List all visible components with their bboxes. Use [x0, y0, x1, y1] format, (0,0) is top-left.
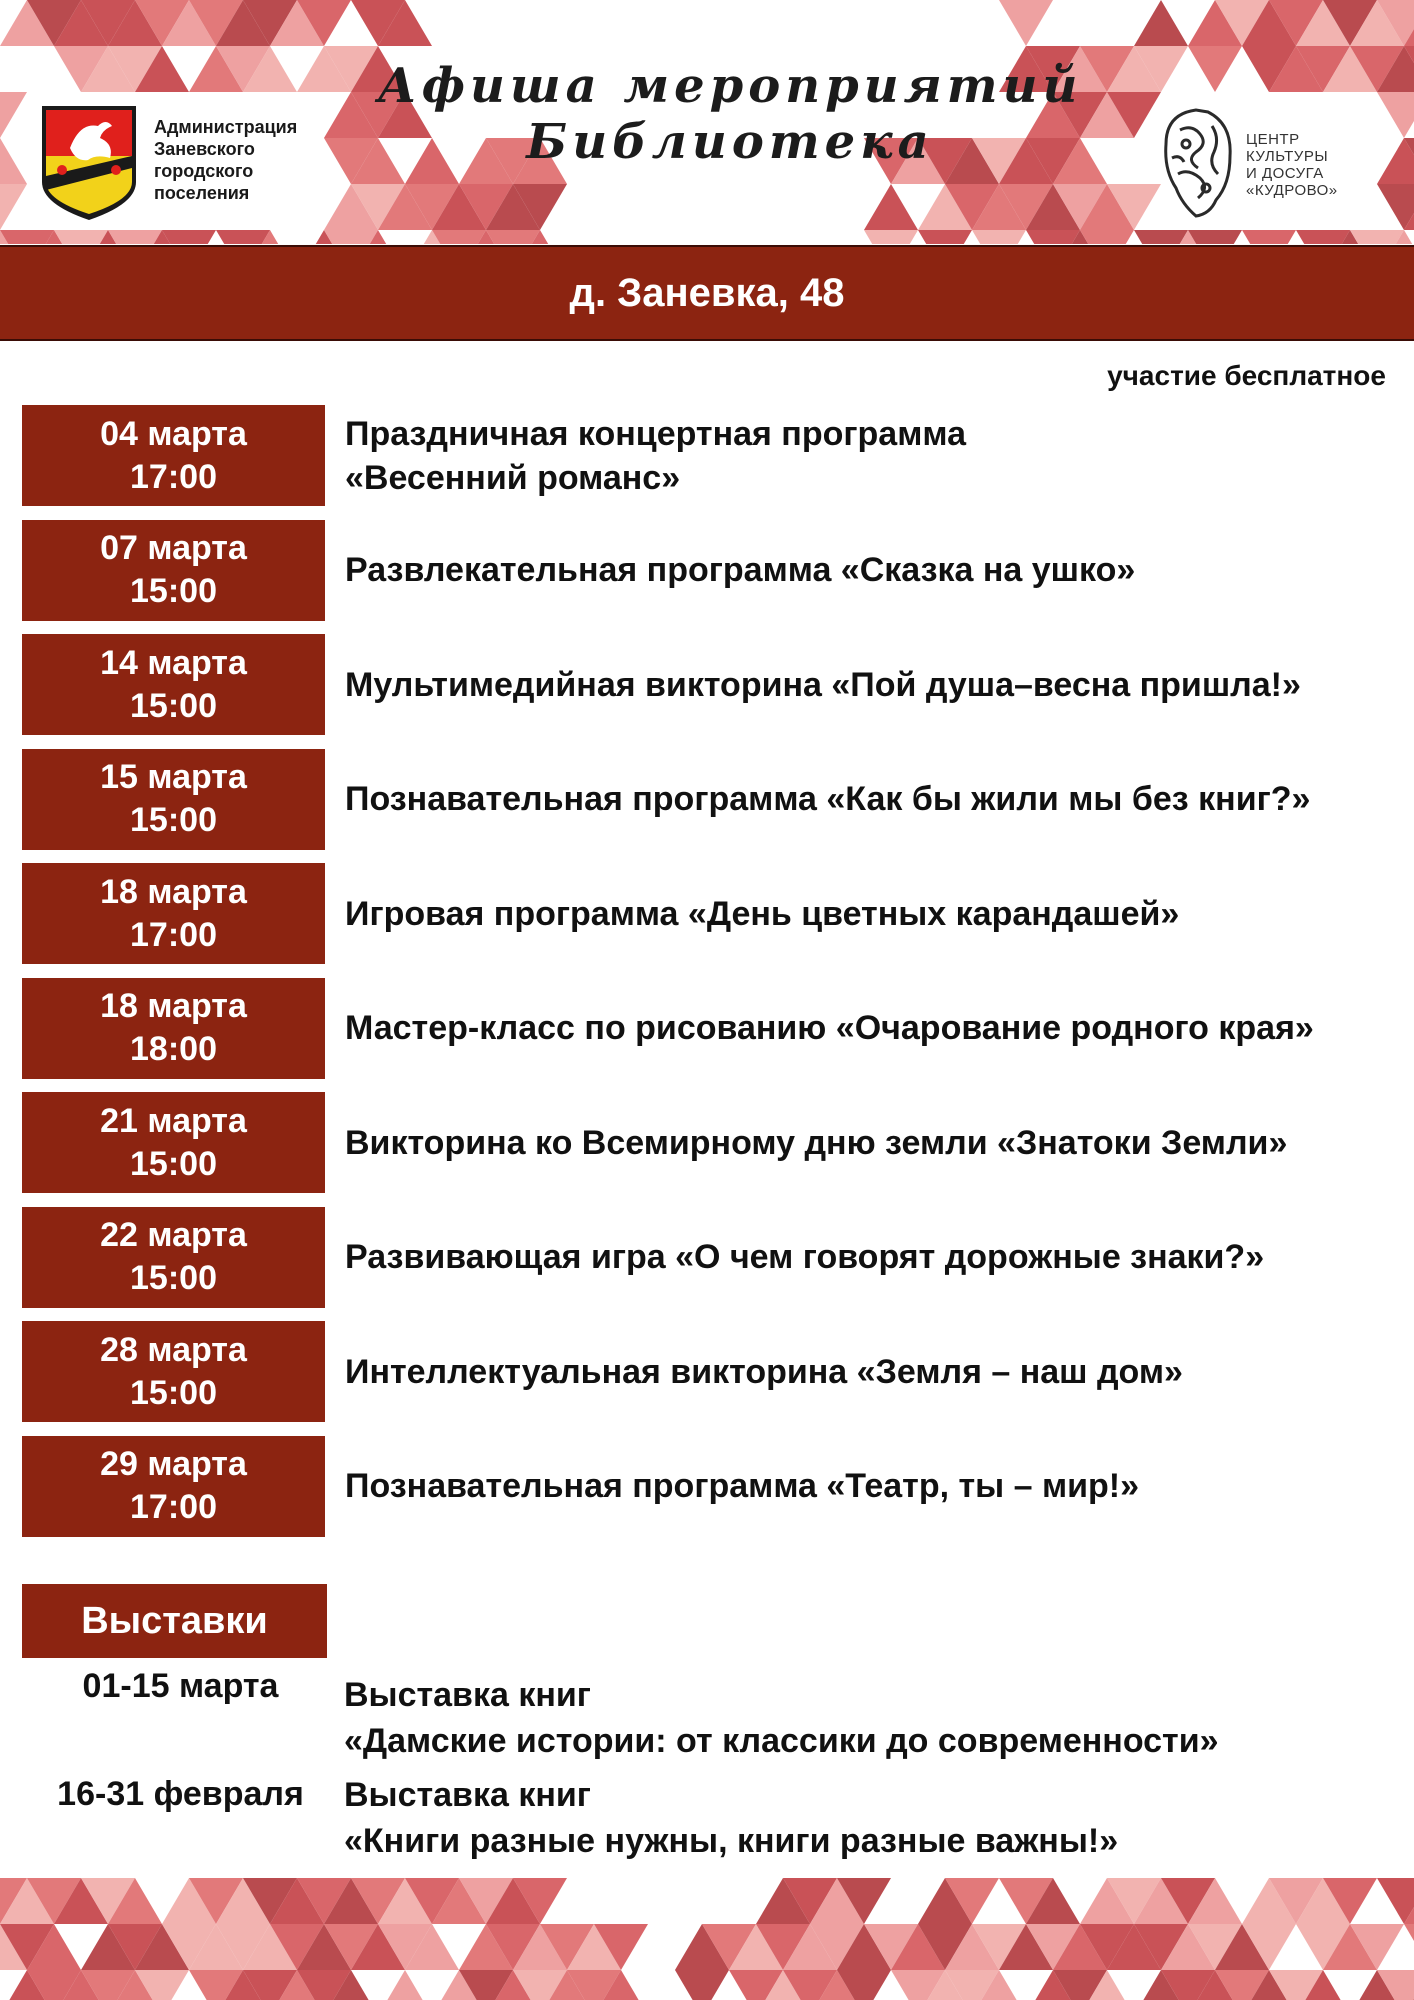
- event-row: [0, 863, 1414, 978]
- event-date-badge: [22, 634, 325, 735]
- pattern-triangle: [0, 184, 27, 230]
- exhibition-item: [0, 1664, 1414, 1760]
- event-row: [0, 405, 1414, 520]
- exhibition-date: 16-31 февраля: [57, 1775, 304, 1813]
- title-line-2: Библиотека: [526, 114, 934, 170]
- event-date-badge: [22, 749, 325, 850]
- footer-pattern: [0, 1878, 1414, 2000]
- event-date: 15 марта: [100, 758, 247, 796]
- event-title-text: Развивающая игра «О чем говорят дорожные знаки?»: [345, 1238, 1265, 1276]
- event-title: [345, 1207, 1395, 1308]
- event-date: 28 марта: [100, 1330, 247, 1369]
- pattern-triangle: [1134, 230, 1188, 244]
- center-logo-line: И ДОСУГА: [1246, 165, 1324, 182]
- pattern-triangle: [1296, 230, 1350, 244]
- event-row: [0, 520, 1414, 635]
- event-title: [345, 634, 1395, 735]
- center-logo-line: «КУДРОВО»: [1246, 182, 1338, 199]
- event-row: [0, 978, 1414, 1093]
- event-title: [345, 1321, 1395, 1422]
- event-time: 15:00: [130, 1259, 217, 1297]
- event-title-text: Мультимедийная викторина «Пой душа–весна пришла!»: [345, 665, 1301, 704]
- pattern-triangle: [999, 0, 1053, 46]
- page-header: [0, 0, 1414, 244]
- culture-center-text: [1246, 131, 1386, 199]
- pattern-triangle: [864, 230, 918, 244]
- event-row: [0, 1092, 1414, 1207]
- exhibition-item: [0, 1772, 1414, 1868]
- event-time: 15:00: [130, 572, 217, 610]
- event-date-badge: [22, 1321, 325, 1422]
- pattern-triangle: [1134, 0, 1188, 46]
- pattern-triangle: [378, 1970, 432, 2000]
- event-time: 15:00: [130, 801, 217, 839]
- event-title: [345, 749, 1395, 850]
- center-logo-line: КУЛЬТУРЫ: [1246, 148, 1329, 165]
- pattern-triangle: [1242, 230, 1296, 244]
- pattern-triangle: [1188, 230, 1242, 244]
- center-logo-line: ЦЕНТР: [1246, 131, 1300, 148]
- event-date: 29 марта: [100, 1445, 247, 1483]
- event-title: [345, 863, 1395, 964]
- pattern-triangle: [675, 1970, 729, 2000]
- exhibition-title: [344, 1672, 1404, 1764]
- exhibition-title-line1: Выставка книг: [344, 1776, 591, 1814]
- event-date: 14 марта: [100, 643, 247, 682]
- pattern-triangle: [1404, 1924, 1414, 1970]
- event-title-text: Познавательная программа «Как бы жили мы без книг?»: [345, 780, 1311, 818]
- event-date-badge: [22, 1436, 325, 1537]
- event-time: 18:00: [130, 1030, 217, 1068]
- pattern-triangle: [0, 230, 54, 244]
- event-time: 17:00: [130, 1488, 217, 1526]
- pattern-triangle: [1080, 230, 1134, 244]
- event-date-badge: [22, 1207, 325, 1308]
- event-row: [0, 1321, 1414, 1436]
- admin-logo-text: [154, 116, 344, 204]
- pattern-triangle: [864, 184, 918, 230]
- title-line-1: Афиша мероприятий: [377, 58, 1083, 114]
- events-list: [0, 405, 1414, 1550]
- event-title-text: Мастер-класс по рисованию «Очарование родного края»: [345, 1009, 1314, 1047]
- exhibition-date: 01-15 марта: [82, 1667, 279, 1705]
- event-title: [345, 978, 1395, 1079]
- admin-logo-line: Администрация: [154, 117, 298, 137]
- exhibitions-header: Выставки: [22, 1584, 327, 1658]
- event-title-text: Игровая программа «День цветных карандашей»: [345, 894, 1180, 933]
- coat-of-arms-icon: [40, 104, 140, 222]
- culture-center-logo: [1158, 104, 1378, 224]
- event-date: 07 марта: [100, 529, 247, 567]
- pattern-triangle: [972, 230, 1026, 244]
- event-time: 15:00: [130, 1373, 217, 1412]
- center-emblem-icon: [1158, 104, 1238, 224]
- pattern-triangle: [1188, 46, 1242, 92]
- event-title-text: Праздничная концертная программа «Весенний романс»: [345, 414, 966, 497]
- location-banner: д. Заневка, 48: [0, 245, 1414, 341]
- event-date: 04 марта: [100, 414, 247, 453]
- event-title: [345, 405, 1395, 506]
- admin-logo: [40, 104, 340, 224]
- pattern-triangle: [324, 230, 378, 244]
- pattern-triangle: [918, 230, 972, 244]
- event-row: [0, 1436, 1414, 1551]
- exhibition-title-line2: «Книги разные нужны, книги разные важны!»: [344, 1822, 1119, 1860]
- pattern-triangle: [0, 138, 27, 184]
- pattern-triangle: [162, 230, 216, 244]
- event-title: [345, 1092, 1395, 1193]
- event-date-badge: [22, 520, 325, 621]
- pattern-triangle: [432, 230, 486, 244]
- event-title-text: Развлекательная программа «Сказка на ушко»: [345, 551, 1136, 589]
- event-date: 18 марта: [100, 872, 247, 911]
- page-footer: [0, 1878, 1414, 2000]
- event-title: [345, 520, 1395, 621]
- pattern-triangle: [1026, 230, 1080, 244]
- admin-logo-line: поселения: [154, 183, 250, 203]
- event-row: [0, 634, 1414, 749]
- admin-logo-line: городского: [154, 161, 254, 181]
- event-time: 15:00: [130, 1144, 217, 1183]
- exhibition-title-line2: «Дамские истории: от классики до современности»: [344, 1722, 1219, 1760]
- admin-logo-line: Заневского: [154, 139, 255, 159]
- event-date: 18 марта: [100, 987, 247, 1025]
- event-date-badge: [22, 978, 325, 1079]
- event-date-badge: [22, 1092, 325, 1193]
- pattern-triangle: [108, 230, 162, 244]
- free-participation-note: участие бесплатное: [1107, 360, 1386, 391]
- event-time: 15:00: [130, 686, 217, 725]
- exhibition-title: [344, 1772, 1404, 1864]
- pattern-triangle: [1350, 230, 1404, 244]
- event-date-badge: [22, 405, 325, 506]
- event-time: 17:00: [130, 457, 217, 496]
- pattern-triangle: [54, 230, 108, 244]
- event-date: 22 марта: [100, 1216, 247, 1254]
- exhibition-title-line1: Выставка книг: [344, 1676, 591, 1714]
- event-date-badge: [22, 863, 325, 964]
- event-title-text: Интеллектуальная викторина «Земля – наш дом»: [345, 1352, 1183, 1391]
- event-time: 17:00: [130, 915, 217, 954]
- event-title-text: Познавательная программа «Театр, ты – мир!»: [345, 1467, 1140, 1505]
- event-date: 21 марта: [100, 1101, 247, 1140]
- pattern-triangle: [486, 230, 540, 244]
- pattern-triangle: [0, 92, 27, 138]
- pattern-triangle: [216, 230, 270, 244]
- event-row: [0, 749, 1414, 864]
- event-title: [345, 1436, 1395, 1537]
- event-row: [0, 1207, 1414, 1322]
- page-title: [330, 58, 1130, 170]
- event-title-text: Викторина ко Всемирному дню земли «Знатоки Земли»: [345, 1123, 1288, 1162]
